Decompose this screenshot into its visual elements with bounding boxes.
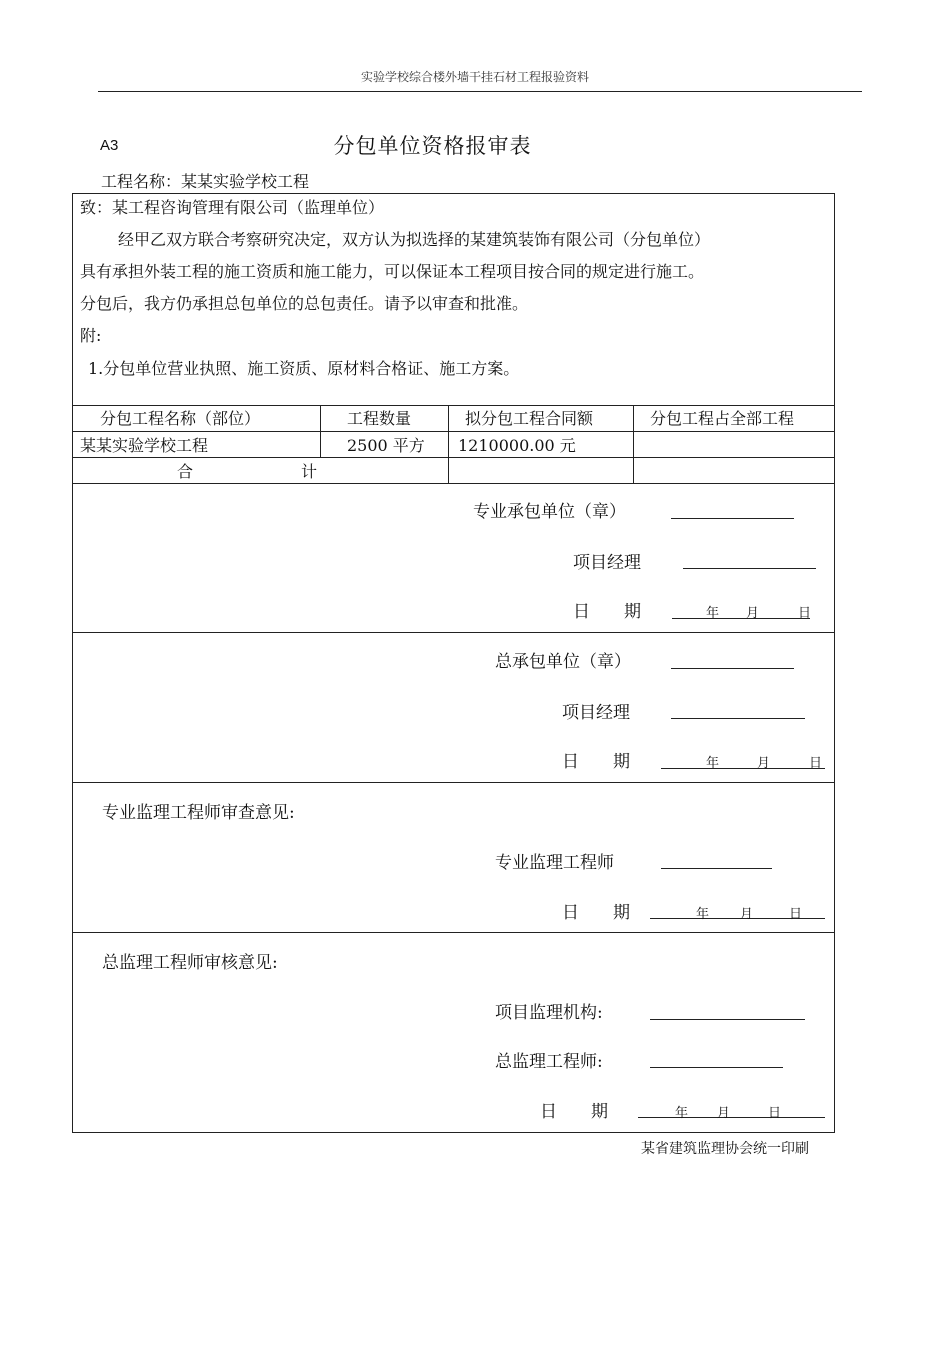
chief-supervisor-org-label: 项目监理机构: — [495, 1003, 603, 1023]
table-cell-amount: 1210000.00 元 — [458, 436, 576, 455]
attachment-label: 附: — [80, 326, 102, 345]
specialty-supervisor-date-label: 日 期 — [562, 903, 630, 923]
specialty-contractor-date-year: 年 — [706, 606, 720, 621]
chief-supervisor-date-month: 月 — [717, 1106, 731, 1121]
general-contractor-manager-field[interactable] — [671, 718, 805, 719]
specialty-supervisor-date-day: 日 — [789, 907, 803, 922]
table-col-divider-2 — [448, 405, 449, 483]
specialty-contractor-manager-field[interactable] — [683, 568, 816, 569]
table-cell-quantity: 2500 平方 — [347, 436, 425, 455]
specialty-supervisor-date-month: 月 — [740, 907, 754, 922]
table-col-divider-3 — [633, 405, 634, 483]
document-header: 实验学校综合楼外墙干挂石材工程报验资料 — [360, 70, 589, 84]
chief-supervisor-date-day: 日 — [768, 1106, 782, 1121]
form-title: 分包单位资格报审表 — [333, 134, 532, 158]
specialty-contractor-date-label: 日 期 — [573, 602, 641, 622]
specialty-supervisor-engineer-field[interactable] — [661, 868, 772, 869]
table-row-line — [72, 457, 835, 458]
chief-supervisor-date-label: 日 期 — [540, 1102, 608, 1122]
project-name-line: 工程名称：某某实验学校工程 — [101, 172, 310, 191]
header-divider — [98, 91, 862, 92]
general-contractor-unit-label: 总承包单位（章） — [495, 652, 631, 672]
printer-footer: 某省建筑监理协会统一印刷 — [641, 1141, 809, 1157]
section-divider-3 — [72, 932, 835, 933]
specialty-contractor-unit-field[interactable] — [671, 518, 794, 519]
specialty-contractor-date-month: 月 — [746, 606, 760, 621]
table-cell-name: 某某实验学校工程 — [80, 436, 209, 455]
table-col-divider-1 — [320, 405, 321, 431]
general-contractor-manager-label: 项目经理 — [562, 703, 630, 723]
total-label-part2: 计 — [301, 462, 318, 481]
chief-supervisor-date-field[interactable] — [638, 1117, 825, 1118]
chief-supervisor-engineer-label: 总监理工程师: — [495, 1052, 603, 1072]
letter-line-1: 经甲乙双方联合考察研究决定，双方认为拟选择的某建筑装饰有限公司（分包单位） — [118, 230, 711, 249]
table-header-quantity: 工程数量 — [347, 409, 412, 428]
form-code: A3 — [100, 137, 119, 154]
specialty-contractor-date-field[interactable] — [672, 618, 810, 619]
specialty-supervisor-opinion-label: 专业监理工程师审查意见: — [102, 803, 295, 823]
letter-line-2: 具有承担外装工程的施工资质和施工能力，可以保证本工程项目按合同的规定进行施工。 — [80, 262, 705, 281]
specialty-contractor-manager-label: 项目经理 — [573, 553, 641, 573]
form-frame — [72, 193, 835, 1133]
specialty-supervisor-engineer-label: 专业监理工程师 — [495, 853, 614, 873]
chief-supervisor-org-field[interactable] — [650, 1019, 805, 1020]
specialty-contractor-date-day: 日 — [798, 606, 812, 621]
chief-supervisor-engineer-field[interactable] — [650, 1067, 783, 1068]
chief-supervisor-opinion-label: 总监理工程师审核意见: — [102, 953, 278, 973]
specialty-supervisor-date-year: 年 — [696, 907, 710, 922]
general-contractor-date-month: 月 — [757, 756, 771, 771]
table-header-name: 分包工程名称（部位） — [100, 409, 261, 428]
general-contractor-date-label: 日 期 — [562, 752, 630, 772]
general-contractor-unit-field[interactable] — [671, 668, 794, 669]
table-header-line — [72, 431, 835, 432]
table-col-divider-1b — [320, 431, 321, 457]
addressee-line: 致：某工程咨询管理有限公司（监理单位） — [80, 198, 385, 217]
letter-line-3: 分包后，我方仍承担总包单位的总包责任。请予以审查和批准。 — [80, 294, 529, 313]
table-header-percent: 分包工程占全部工程 — [650, 409, 795, 428]
table-bottom-line — [72, 483, 835, 484]
total-label-part1: 合 — [177, 462, 194, 481]
specialty-contractor-unit-label: 专业承包单位（章） — [473, 502, 626, 522]
chief-supervisor-date-year: 年 — [675, 1106, 689, 1121]
general-contractor-date-day: 日 — [809, 756, 823, 771]
general-contractor-date-field[interactable] — [661, 768, 825, 769]
section-divider-1 — [72, 632, 835, 633]
attachment-item: 1.分包单位营业执照、施工资质、原材料合格证、施工方案。 — [88, 359, 520, 378]
table-header-amount: 拟分包工程合同额 — [465, 409, 594, 428]
section-divider-2 — [72, 782, 835, 783]
general-contractor-date-year: 年 — [706, 756, 720, 771]
